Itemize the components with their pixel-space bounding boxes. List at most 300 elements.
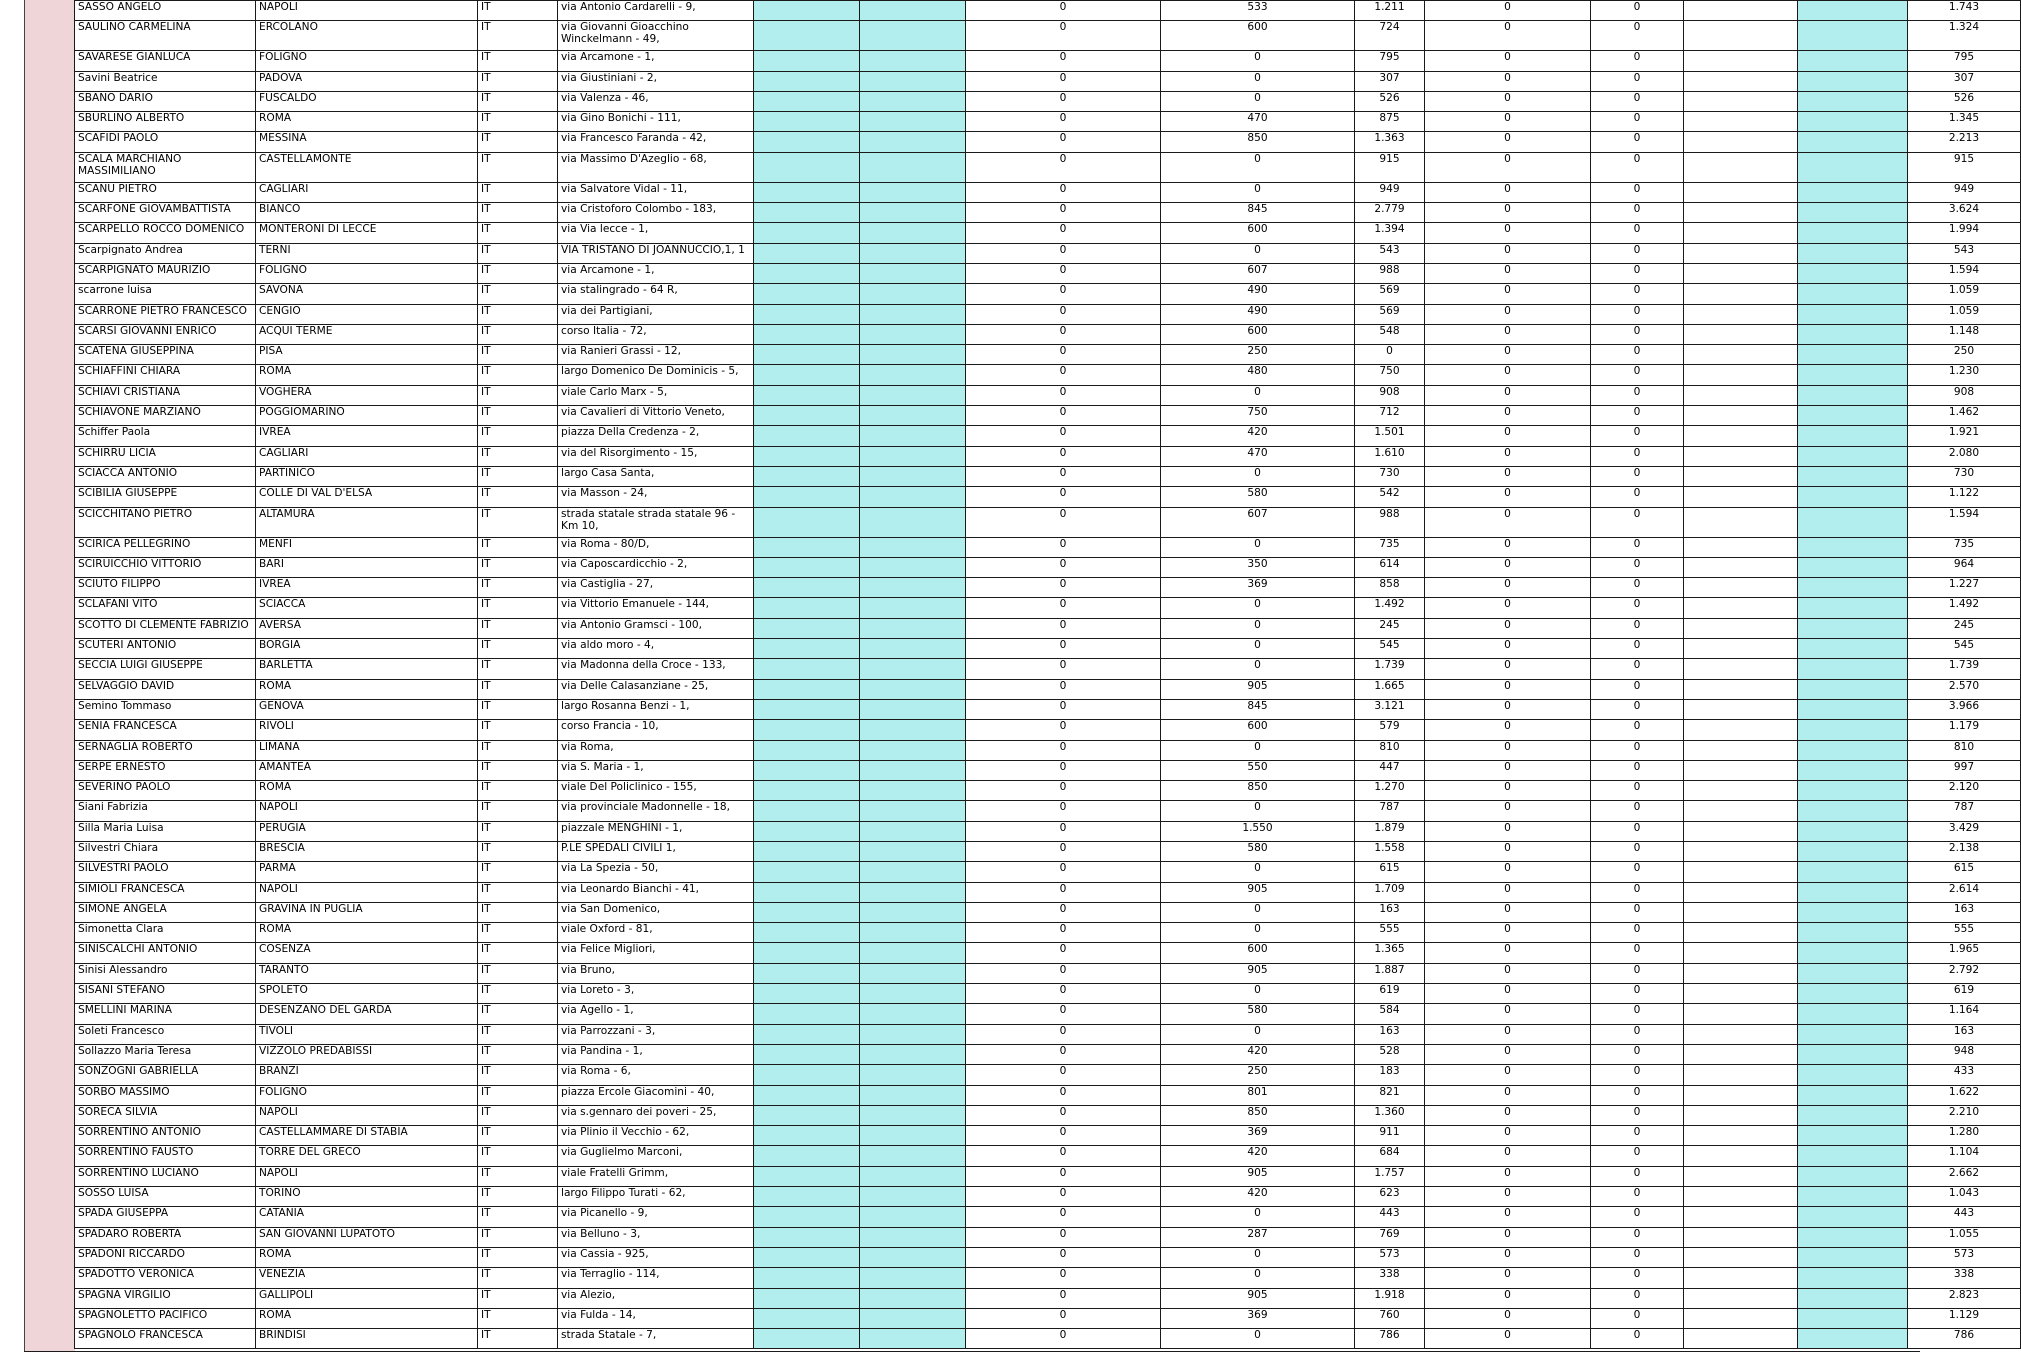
- value-col-6: [1684, 862, 1798, 882]
- value-col-1: 0: [966, 132, 1161, 152]
- city-cell: ROMA: [256, 923, 478, 943]
- value-col-6: [1684, 385, 1798, 405]
- value-col-6: [1684, 446, 1798, 466]
- country-cell: IT: [478, 1044, 558, 1064]
- address-cell: via Delle Calasanziane - 25,: [558, 679, 754, 699]
- blank-cell-a: [754, 659, 860, 679]
- value-col-3: 750: [1355, 365, 1425, 385]
- city-cell: RIVOLI: [256, 720, 478, 740]
- city-cell: ROMA: [256, 365, 478, 385]
- value-col-6: [1684, 345, 1798, 365]
- table-row: [75, 406, 2021, 426]
- blank-cell-c: [1798, 21, 1908, 51]
- value-col-6: [1684, 639, 1798, 659]
- value-col-4: 0: [1425, 223, 1591, 243]
- blank-cell-b: [860, 1004, 966, 1024]
- value-col-5: 0: [1591, 426, 1684, 446]
- value-col-2: 905: [1161, 1166, 1355, 1186]
- value-col-2: 600: [1161, 720, 1355, 740]
- country-cell: IT: [478, 1004, 558, 1024]
- city-cell: PISA: [256, 345, 478, 365]
- total-cell: 786: [1908, 1329, 2021, 1349]
- value-col-3: 545: [1355, 639, 1425, 659]
- value-col-5: 0: [1591, 720, 1684, 740]
- country-cell: IT: [478, 639, 558, 659]
- value-col-5: 0: [1591, 923, 1684, 943]
- address-cell: via Gino Bonichi - 111,: [558, 112, 754, 132]
- value-col-5: 0: [1591, 243, 1684, 263]
- value-col-4: 0: [1425, 781, 1591, 801]
- total-cell: 555: [1908, 923, 2021, 943]
- address-cell: via dei Partigiani,: [558, 304, 754, 324]
- value-col-6: [1684, 821, 1798, 841]
- value-col-6: [1684, 699, 1798, 719]
- name-cell: SCARPELLO ROCCO DOMENICO: [75, 223, 256, 243]
- blank-cell-c: [1798, 781, 1908, 801]
- table-row: [75, 618, 2021, 638]
- country-cell: IT: [478, 132, 558, 152]
- address-cell: via S. Maria - 1,: [558, 760, 754, 780]
- blank-cell-a: [754, 1044, 860, 1064]
- table-row: [75, 365, 2021, 385]
- value-col-3: 1.558: [1355, 841, 1425, 861]
- blank-cell-a: [754, 862, 860, 882]
- blank-cell-a: [754, 578, 860, 598]
- total-cell: 1.179: [1908, 720, 2021, 740]
- total-cell: 3.966: [1908, 699, 2021, 719]
- blank-cell-a: [754, 679, 860, 699]
- value-col-2: 607: [1161, 507, 1355, 537]
- city-cell: IVREA: [256, 578, 478, 598]
- table-row: [75, 1288, 2021, 1308]
- value-col-6: [1684, 466, 1798, 486]
- blank-cell-c: [1798, 507, 1908, 537]
- value-col-2: 0: [1161, 923, 1355, 943]
- table-row: [75, 466, 2021, 486]
- value-col-2: 369: [1161, 578, 1355, 598]
- city-cell: SAN GIOVANNI LUPATOTO: [256, 1227, 478, 1247]
- blank-cell-b: [860, 1227, 966, 1247]
- blank-cell-a: [754, 243, 860, 263]
- address-cell: via La Spezia - 50,: [558, 862, 754, 882]
- total-cell: 2.213: [1908, 132, 2021, 152]
- table-row: [75, 304, 2021, 324]
- value-col-4: 0: [1425, 598, 1591, 618]
- country-cell: IT: [478, 152, 558, 182]
- blank-cell-a: [754, 406, 860, 426]
- value-col-6: [1684, 182, 1798, 202]
- table-row: [75, 507, 2021, 537]
- blank-cell-b: [860, 466, 966, 486]
- country-cell: IT: [478, 557, 558, 577]
- value-col-6: [1684, 51, 1798, 71]
- value-col-3: 915: [1355, 152, 1425, 182]
- value-col-1: 0: [966, 284, 1161, 304]
- blank-cell-c: [1798, 446, 1908, 466]
- value-col-6: [1684, 963, 1798, 983]
- value-col-1: 0: [966, 21, 1161, 51]
- value-col-3: 1.918: [1355, 1288, 1425, 1308]
- blank-cell-b: [860, 1126, 966, 1146]
- value-col-5: 0: [1591, 862, 1684, 882]
- blank-cell-a: [754, 598, 860, 618]
- name-cell: SPADA GIUSEPPA: [75, 1207, 256, 1227]
- value-col-3: 1.360: [1355, 1105, 1425, 1125]
- value-col-4: 0: [1425, 284, 1591, 304]
- address-cell: via Francesco Faranda - 42,: [558, 132, 754, 152]
- value-col-2: 0: [1161, 243, 1355, 263]
- value-col-3: 1.394: [1355, 223, 1425, 243]
- value-col-6: [1684, 223, 1798, 243]
- blank-cell-b: [860, 365, 966, 385]
- blank-cell-b: [860, 1146, 966, 1166]
- blank-cell-c: [1798, 821, 1908, 841]
- table-row: [75, 182, 2021, 202]
- blank-cell-b: [860, 699, 966, 719]
- value-col-2: 905: [1161, 1288, 1355, 1308]
- total-cell: 810: [1908, 740, 2021, 760]
- blank-cell-a: [754, 639, 860, 659]
- value-col-5: 0: [1591, 618, 1684, 638]
- blank-cell-b: [860, 1024, 966, 1044]
- blank-cell-c: [1798, 51, 1908, 71]
- city-cell: CENGIO: [256, 304, 478, 324]
- blank-cell-b: [860, 841, 966, 861]
- value-col-3: 875: [1355, 112, 1425, 132]
- value-col-1: 0: [966, 639, 1161, 659]
- value-col-5: 0: [1591, 446, 1684, 466]
- table-row: [75, 21, 2021, 51]
- blank-cell-b: [860, 801, 966, 821]
- blank-cell-a: [754, 841, 860, 861]
- table-row: [75, 1044, 2021, 1064]
- table-row: [75, 882, 2021, 902]
- value-col-4: 0: [1425, 984, 1591, 1004]
- value-col-4: 0: [1425, 182, 1591, 202]
- value-col-2: 490: [1161, 284, 1355, 304]
- value-col-1: 0: [966, 862, 1161, 882]
- value-col-1: 0: [966, 1146, 1161, 1166]
- address-cell: largo Filippo Turati - 62,: [558, 1187, 754, 1207]
- blank-cell-c: [1798, 1187, 1908, 1207]
- address-cell: via Picanello - 9,: [558, 1207, 754, 1227]
- city-cell: MENFI: [256, 537, 478, 557]
- value-col-3: 584: [1355, 1004, 1425, 1024]
- table-row: [75, 1207, 2021, 1227]
- table-row: [75, 1146, 2021, 1166]
- table-row: [75, 152, 2021, 182]
- value-col-4: 0: [1425, 1288, 1591, 1308]
- value-col-3: 1.887: [1355, 963, 1425, 983]
- address-cell: via San Domenico,: [558, 902, 754, 922]
- value-col-2: 0: [1161, 659, 1355, 679]
- blank-cell-a: [754, 1105, 860, 1125]
- value-col-5: 0: [1591, 324, 1684, 344]
- country-cell: IT: [478, 263, 558, 283]
- city-cell: BRESCIA: [256, 841, 478, 861]
- value-col-1: 0: [966, 71, 1161, 91]
- value-col-6: [1684, 507, 1798, 537]
- name-cell: SIMIOLI FRANCESCA: [75, 882, 256, 902]
- value-col-2: 287: [1161, 1227, 1355, 1247]
- name-cell: Scarpignato Andrea: [75, 243, 256, 263]
- value-col-4: 0: [1425, 1085, 1591, 1105]
- blank-cell-c: [1798, 284, 1908, 304]
- total-cell: 1.462: [1908, 406, 2021, 426]
- value-col-3: 443: [1355, 1207, 1425, 1227]
- country-cell: IT: [478, 21, 558, 51]
- value-col-3: 911: [1355, 1126, 1425, 1146]
- table-row: [75, 1024, 2021, 1044]
- value-col-6: [1684, 659, 1798, 679]
- value-col-1: 0: [966, 882, 1161, 902]
- value-col-1: 0: [966, 91, 1161, 111]
- value-col-5: 0: [1591, 51, 1684, 71]
- total-cell: 1.164: [1908, 1004, 2021, 1024]
- value-col-4: 0: [1425, 446, 1591, 466]
- value-col-5: 0: [1591, 345, 1684, 365]
- value-col-1: 0: [966, 699, 1161, 719]
- value-col-6: [1684, 578, 1798, 598]
- name-cell: SPADARO ROBERTA: [75, 1227, 256, 1247]
- blank-cell-c: [1798, 1085, 1908, 1105]
- value-col-5: 0: [1591, 406, 1684, 426]
- value-col-3: 760: [1355, 1308, 1425, 1328]
- address-cell: via Roma,: [558, 740, 754, 760]
- table-row: [75, 801, 2021, 821]
- value-col-2: 580: [1161, 487, 1355, 507]
- blank-cell-b: [860, 923, 966, 943]
- value-col-5: 0: [1591, 152, 1684, 182]
- value-col-6: [1684, 1044, 1798, 1064]
- value-col-6: [1684, 304, 1798, 324]
- value-col-4: 0: [1425, 1105, 1591, 1125]
- value-col-1: 0: [966, 182, 1161, 202]
- value-col-1: 0: [966, 943, 1161, 963]
- value-col-3: 543: [1355, 243, 1425, 263]
- blank-cell-c: [1798, 984, 1908, 1004]
- value-col-5: 0: [1591, 1268, 1684, 1288]
- value-col-5: 0: [1591, 963, 1684, 983]
- city-cell: ACQUI TERME: [256, 324, 478, 344]
- value-col-2: 801: [1161, 1085, 1355, 1105]
- value-col-2: 845: [1161, 203, 1355, 223]
- total-cell: 1.280: [1908, 1126, 2021, 1146]
- city-cell: PERUGIA: [256, 821, 478, 841]
- value-col-6: [1684, 1308, 1798, 1328]
- country-cell: IT: [478, 324, 558, 344]
- table-row: [75, 487, 2021, 507]
- address-cell: via Salvatore Vidal - 11,: [558, 182, 754, 202]
- value-col-5: 0: [1591, 537, 1684, 557]
- blank-cell-b: [860, 1187, 966, 1207]
- blank-cell-a: [754, 1065, 860, 1085]
- country-cell: IT: [478, 203, 558, 223]
- country-cell: IT: [478, 91, 558, 111]
- total-cell: 1.594: [1908, 263, 2021, 283]
- city-cell: FUSCALDO: [256, 91, 478, 111]
- name-cell: SECCIA LUIGI GIUSEPPE: [75, 659, 256, 679]
- value-col-4: 0: [1425, 507, 1591, 537]
- value-col-3: 712: [1355, 406, 1425, 426]
- value-col-3: 908: [1355, 385, 1425, 405]
- blank-cell-a: [754, 203, 860, 223]
- value-col-6: [1684, 1227, 1798, 1247]
- blank-cell-a: [754, 760, 860, 780]
- value-col-2: 600: [1161, 943, 1355, 963]
- total-cell: 1.492: [1908, 598, 2021, 618]
- blank-cell-c: [1798, 365, 1908, 385]
- value-col-1: 0: [966, 243, 1161, 263]
- name-cell: SERPE ERNESTO: [75, 760, 256, 780]
- address-cell: piazzale MENGHINI - 1,: [558, 821, 754, 841]
- country-cell: IT: [478, 406, 558, 426]
- total-cell: 526: [1908, 91, 2021, 111]
- value-col-4: 0: [1425, 618, 1591, 638]
- total-cell: 2.662: [1908, 1166, 2021, 1186]
- name-cell: SORBO MASSIMO: [75, 1085, 256, 1105]
- table-row: [75, 426, 2021, 446]
- blank-cell-c: [1798, 760, 1908, 780]
- address-cell: via Bruno,: [558, 963, 754, 983]
- value-col-5: 0: [1591, 1227, 1684, 1247]
- value-col-1: 0: [966, 112, 1161, 132]
- value-col-1: 0: [966, 1187, 1161, 1207]
- total-cell: 2.120: [1908, 781, 2021, 801]
- value-col-4: 0: [1425, 679, 1591, 699]
- address-cell: via Leonardo Bianchi - 41,: [558, 882, 754, 902]
- table-row: [75, 1329, 2021, 1349]
- blank-cell-c: [1798, 203, 1908, 223]
- country-cell: IT: [478, 345, 558, 365]
- blank-cell-c: [1798, 71, 1908, 91]
- total-cell: 1.227: [1908, 578, 2021, 598]
- city-cell: NAPOLI: [256, 1105, 478, 1125]
- value-col-5: 0: [1591, 1024, 1684, 1044]
- value-col-3: 548: [1355, 324, 1425, 344]
- value-col-4: 0: [1425, 557, 1591, 577]
- value-col-3: 307: [1355, 71, 1425, 91]
- name-cell: SCARSI GIOVANNI ENRICO: [75, 324, 256, 344]
- city-cell: GENOVA: [256, 699, 478, 719]
- total-cell: 433: [1908, 1065, 2021, 1085]
- blank-cell-b: [860, 1329, 966, 1349]
- value-col-3: 949: [1355, 182, 1425, 202]
- value-col-1: 0: [966, 537, 1161, 557]
- total-cell: 964: [1908, 557, 2021, 577]
- value-col-1: 0: [966, 365, 1161, 385]
- value-col-3: 1.363: [1355, 132, 1425, 152]
- country-cell: IT: [478, 963, 558, 983]
- blank-cell-c: [1798, 740, 1908, 760]
- value-col-6: [1684, 720, 1798, 740]
- total-cell: 545: [1908, 639, 2021, 659]
- value-col-6: [1684, 781, 1798, 801]
- country-cell: IT: [478, 1105, 558, 1125]
- total-cell: 1.122: [1908, 487, 2021, 507]
- name-cell: Sollazzo Maria Teresa: [75, 1044, 256, 1064]
- blank-cell-c: [1798, 385, 1908, 405]
- value-col-1: 0: [966, 760, 1161, 780]
- total-cell: 1.965: [1908, 943, 2021, 963]
- blank-cell-b: [860, 243, 966, 263]
- blank-cell-b: [860, 1207, 966, 1227]
- value-col-5: 0: [1591, 902, 1684, 922]
- value-col-5: 0: [1591, 21, 1684, 51]
- name-cell: SCIUTO FILIPPO: [75, 578, 256, 598]
- value-col-3: 795: [1355, 51, 1425, 71]
- blank-cell-c: [1798, 801, 1908, 821]
- value-col-1: 0: [966, 1105, 1161, 1125]
- blank-cell-a: [754, 781, 860, 801]
- value-col-3: 1.492: [1355, 598, 1425, 618]
- value-col-2: 0: [1161, 466, 1355, 486]
- total-cell: 1.739: [1908, 659, 2021, 679]
- blank-cell-a: [754, 821, 860, 841]
- value-col-2: 0: [1161, 1024, 1355, 1044]
- address-cell: via Cristoforo Colombo - 183,: [558, 203, 754, 223]
- blank-cell-c: [1798, 1146, 1908, 1166]
- value-col-6: [1684, 1207, 1798, 1227]
- value-col-1: 0: [966, 1044, 1161, 1064]
- name-cell: Simonetta Clara: [75, 923, 256, 943]
- value-col-3: 1.709: [1355, 882, 1425, 902]
- value-col-5: 0: [1591, 1105, 1684, 1125]
- total-cell: 1.345: [1908, 112, 2021, 132]
- value-col-4: 0: [1425, 426, 1591, 446]
- country-cell: IT: [478, 720, 558, 740]
- value-col-5: 0: [1591, 284, 1684, 304]
- name-cell: SORECA SILVIA: [75, 1105, 256, 1125]
- blank-cell-b: [860, 507, 966, 537]
- value-col-1: 0: [966, 51, 1161, 71]
- country-cell: IT: [478, 801, 558, 821]
- value-col-2: 0: [1161, 862, 1355, 882]
- blank-cell-b: [860, 578, 966, 598]
- blank-cell-a: [754, 1126, 860, 1146]
- value-col-4: 0: [1425, 1247, 1591, 1267]
- value-col-2: 0: [1161, 152, 1355, 182]
- value-col-1: 0: [966, 466, 1161, 486]
- address-cell: via Agello - 1,: [558, 1004, 754, 1024]
- value-col-1: 0: [966, 1308, 1161, 1328]
- city-cell: ROMA: [256, 112, 478, 132]
- name-cell: SPADONI RICCARDO: [75, 1247, 256, 1267]
- value-col-3: 569: [1355, 284, 1425, 304]
- blank-cell-c: [1798, 112, 1908, 132]
- table-row: [75, 284, 2021, 304]
- blank-cell-b: [860, 1085, 966, 1105]
- value-col-4: 0: [1425, 862, 1591, 882]
- blank-cell-b: [860, 223, 966, 243]
- blank-cell-c: [1798, 345, 1908, 365]
- blank-cell-b: [860, 112, 966, 132]
- blank-cell-c: [1798, 324, 1908, 344]
- value-col-5: 0: [1591, 71, 1684, 91]
- value-col-3: 821: [1355, 1085, 1425, 1105]
- value-col-3: 3.121: [1355, 699, 1425, 719]
- blank-cell-b: [860, 1288, 966, 1308]
- value-col-5: 0: [1591, 182, 1684, 202]
- value-col-3: 1.739: [1355, 659, 1425, 679]
- blank-cell-c: [1798, 223, 1908, 243]
- blank-cell-a: [754, 1085, 860, 1105]
- blank-cell-c: [1798, 902, 1908, 922]
- country-cell: IT: [478, 537, 558, 557]
- city-cell: BRANZI: [256, 1065, 478, 1085]
- blank-cell-c: [1798, 466, 1908, 486]
- blank-cell-c: [1798, 598, 1908, 618]
